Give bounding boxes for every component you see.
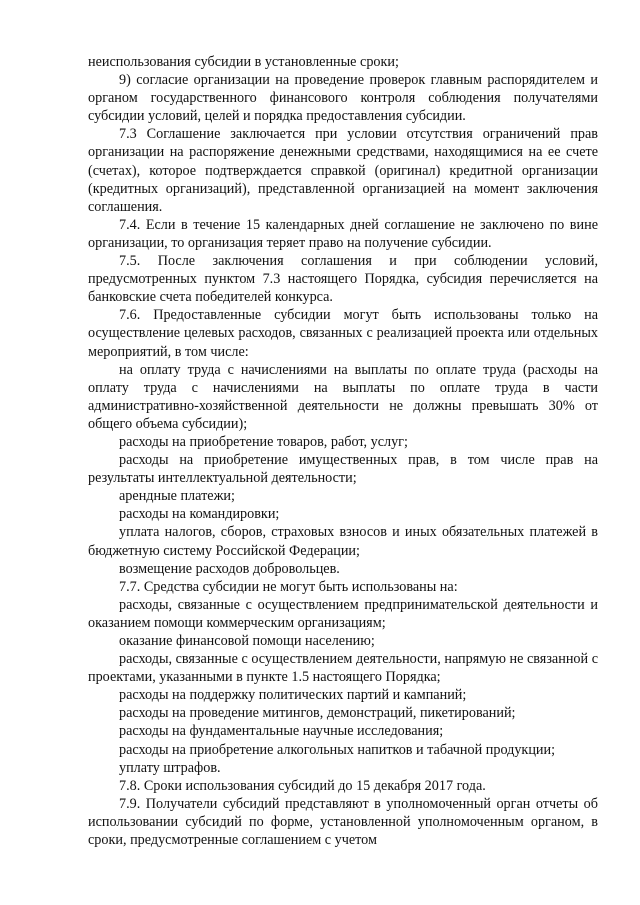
paragraph: оказание финансовой помощи населению; — [119, 633, 375, 649]
paragraph: 7.6. Предоставленные субсидии могут быть использованы только на осуществление целевых расходов, связанных с реализацией проекта или отдельных мероприятий, в том числе: — [88, 307, 598, 360]
paragraph: на оплату труда с начислениями на выплаты по оплате труда (расходы на оплату труда с начислениями на выплаты по оплате труда в части административно-хозяйственной деятельности не должны превышать 30% от общего объема субсидии); — [88, 361, 598, 432]
paragraph: расходы на командировки; — [119, 506, 280, 523]
paragraph: расходы, связанные с осуществлением предпринимательской деятельности и оказанием помощи коммерческим организациям; — [88, 596, 598, 631]
paragraph: возмещение расходов добровольцев. — [119, 560, 340, 577]
paragraph: уплату штрафов. — [119, 759, 221, 776]
paragraph: 9) согласие организации на проведение проверок главным распорядителем и органом государственного финансового контроля соблюдения получателями субсидии условий, целей и порядка предоставления субсидии. — [88, 72, 598, 125]
paragraph: 7.8. Сроки использования субсидий до 15 декабря 2017 года. — [119, 777, 486, 794]
paragraph: расходы на приобретение алкогольных напитков и табачной продукции; — [119, 741, 556, 758]
document-page — [88, 53, 598, 849]
paragraph: 7.4. Если в течение 15 календарных дней соглашение не заключено по вине организации, то организация теряет право на получение субсидии. — [88, 216, 598, 251]
paragraph: 7.7. Средства субсидии не могут быть использованы на: — [119, 578, 458, 595]
paragraph: 7.5. После заключения соглашения и при соблюдении условий, предусмотренных пунктом 7.3 настоящего Порядка, субсидия перечисляется на банковские счета победителей конкурса. — [88, 253, 598, 306]
paragraph: расходы на приобретение имущественных прав, в том числе прав на результаты интеллектуальной деятельности; — [88, 452, 598, 487]
paragraph: расходы на фундаментальные научные исследования; — [119, 723, 444, 740]
paragraph: уплата налогов, сборов, страховых взносов и иных обязательных платежей в бюджетную систему Российской Федерации; — [88, 524, 598, 559]
paragraph: расходы на проведение митингов, демонстраций, пикетирований; — [119, 705, 516, 722]
paragraph: расходы на приобретение товаров, работ, услуг; — [119, 433, 408, 450]
paragraph: 7.3 Соглашение заключается при условии отсутствия ограничений прав организации на распоряжение денежными средствами, находящимися на ее счете (счетах), которое подтверждается справкой (оригинал) кредитной организации (кредитных организаций), представленной организацией на момент заключения соглашения. — [88, 126, 598, 215]
paragraph: расходы на поддержку политических партий и кампаний; — [119, 687, 467, 704]
paragraph: расходы, связанные с осуществлением деятельности, напрямую не связанной с проектами, указанными в пункте 1.5 настоящего Порядка; — [88, 651, 598, 686]
paragraph: неиспользования субсидии в установленные сроки; — [88, 54, 399, 70]
paragraph: арендные платежи; — [119, 488, 235, 505]
paragraph: 7.9. Получатели субсидий представляют в уполномоченный орган отчеты об использовании субсидий по форме, установленной уполномоченным органом, в сроки, предусмотренные соглашением с учетом — [88, 795, 598, 849]
